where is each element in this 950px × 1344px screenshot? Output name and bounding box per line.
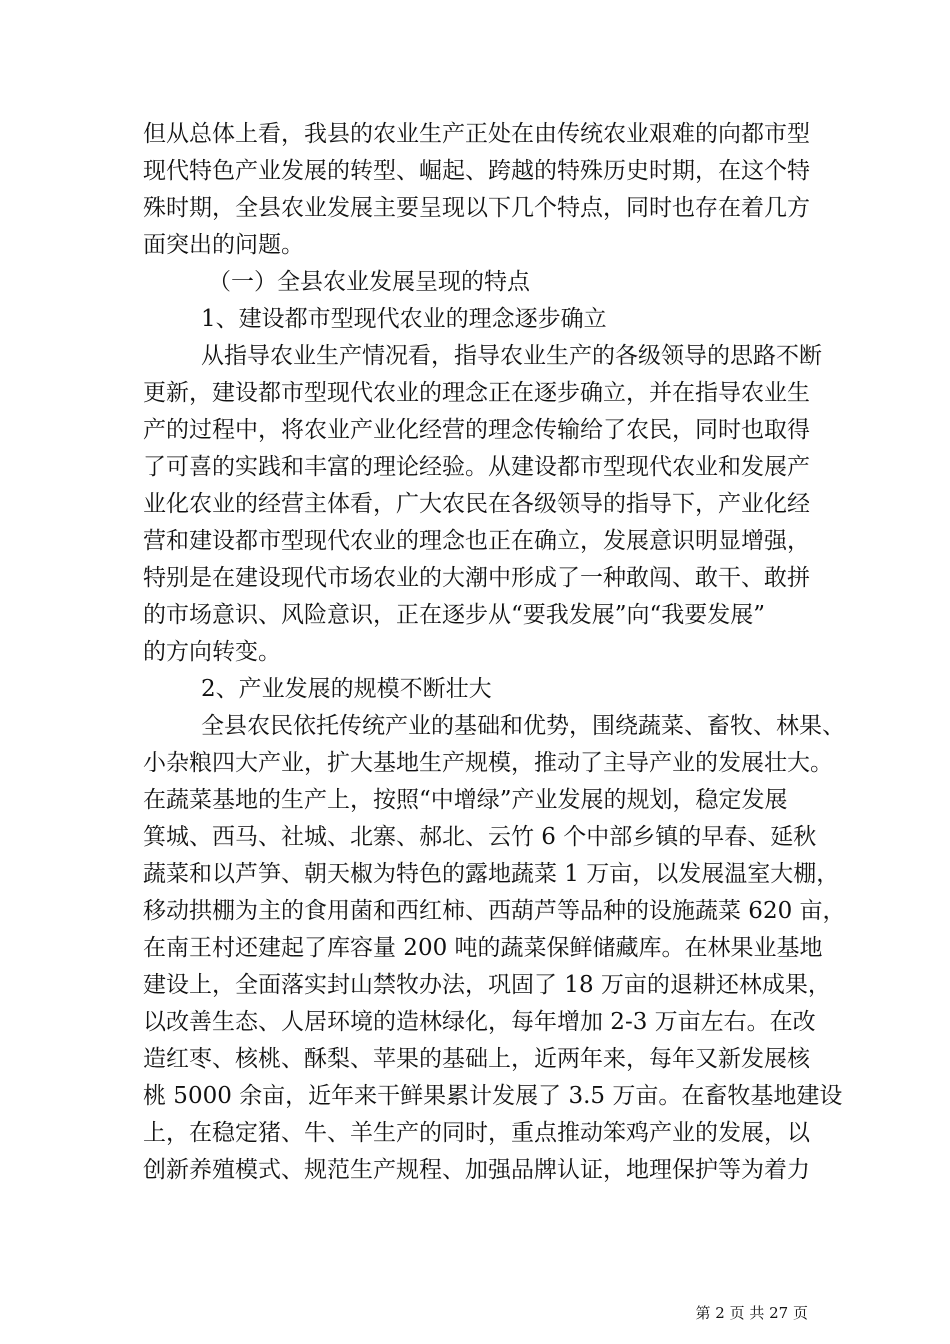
text-line: 移动拱棚为主的食用菌和西红柿、西葫芦等品种的设施蔬菜 620 亩， — [143, 898, 846, 924]
text-line: 的方向转变。 — [143, 639, 281, 665]
page-footer: 第 2 页 共 27 页 — [695, 1304, 808, 1322]
text-line: 殊时期，全县农业发展主要呈现以下几个特点，同时也存在着几方 — [143, 195, 810, 221]
text-line: 但从总体上看，我县的农业生产正处在由传统农业艰难的向都市型 — [143, 121, 810, 147]
text-line: 在南王村还建起了库容量 200 吨的蔬菜保鲜储藏库。在林果业基地 — [143, 935, 823, 961]
text-line: 上，在稳定猪、牛、羊生产的同时，重点推动笨鸡产业的发展，以 — [143, 1120, 810, 1146]
text-line: （一）全县农业发展呈现的特点 — [208, 269, 530, 295]
text-line: 2、产业发展的规模不断壮大 — [201, 676, 492, 702]
text-line: 营和建设都市型现代农业的理念也正在确立，发展意识明显增强， — [143, 528, 810, 554]
text-line: 1、建设都市型现代农业的理念逐步确立 — [201, 306, 607, 332]
text-line: 全县农民依托传统产业的基础和优势，围绕蔬菜、畜牧、林果、 — [201, 713, 845, 739]
text-line: 从指导农业生产情况看，指导农业生产的各级领导的思路不断 — [201, 343, 822, 369]
text-line: 创新养殖模式、规范生产规程、加强品牌认证，地理保护等为着力 — [143, 1157, 810, 1183]
text-line: 以改善生态、人居环境的造林绿化，每年增加 2-3 万亩左右。在改 — [143, 1009, 816, 1035]
text-line: 蔬菜和以芦笋、朝天椒为特色的露地蔬菜 1 万亩，以发展温室大棚， — [143, 861, 840, 887]
text-line: 箕城、西马、社城、北寨、郝北、云竹 6 个中部乡镇的早春、延秋 — [143, 824, 817, 850]
text-line: 的市场意识、风险意识，正在逐步从“要我发展”向“我要发展” — [143, 602, 766, 628]
text-line: 桃 5000 余亩，近年来干鲜果累计发展了 3.5 万亩。在畜牧基地建设 — [143, 1083, 843, 1109]
text-line: 业化农业的经营主体看，广大农民在各级领导的指导下，产业化经 — [143, 491, 810, 517]
text-line: 了可喜的实践和丰富的理论经验。从建设都市型现代农业和发展产 — [143, 454, 810, 480]
text-line: 造红枣、核桃、酥梨、苹果的基础上，近两年来，每年又新发展核 — [143, 1046, 810, 1072]
text-line: 面突出的问题。 — [143, 232, 304, 258]
text-line: 更新，建设都市型现代农业的理念正在逐步确立，并在指导农业生 — [143, 380, 810, 406]
text-line: 产的过程中，将农业产业化经营的理念传输给了农民，同时也取得 — [143, 417, 810, 443]
body-text — [143, 116, 846, 1189]
text-line: 特别是在建设现代市场农业的大潮中形成了一种敢闯、敢干、敢拼 — [143, 565, 810, 591]
text-line: 小杂粮四大产业，扩大基地生产规模，推动了主导产业的发展壮大。 — [143, 750, 833, 776]
text-line: 在蔬菜基地的生产上，按照“中增绿”产业发展的规划，稳定发展 — [143, 787, 788, 813]
text-line: 现代特色产业发展的转型、崛起、跨越的特殊历史时期，在这个特 — [143, 158, 810, 184]
text-line: 建设上，全面落实封山禁牧办法，巩固了 18 万亩的退耕还林成果， — [143, 972, 831, 998]
